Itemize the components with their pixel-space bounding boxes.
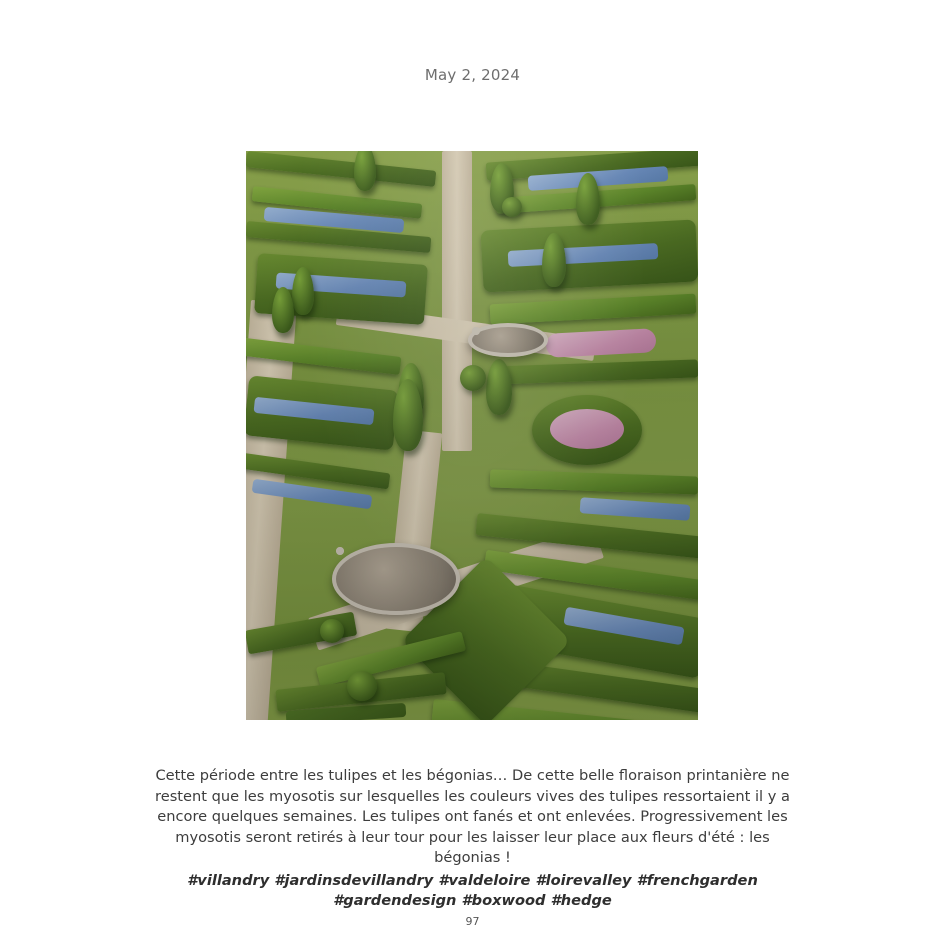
flower-bed-pink (550, 409, 624, 449)
caption-text: Cette période entre les tulipes et les bégonias… De cette belle floraison printanière ne restent que les myosotis sur lesquelles les couleurs vives des tulipes ressortaient il y a encore quelques semaines. Les tulipes ont fanés et ont enlevées. Progressivement les myosotis seront retirés à leur tour pour les laisser leur place aux fleurs d'été : les bégonias ! (155, 767, 790, 866)
path-main-vertical (442, 151, 472, 451)
post-caption (155, 766, 790, 912)
topiary-cone (354, 151, 376, 191)
photo-canvas (246, 151, 698, 720)
topiary-ball (502, 197, 522, 217)
stone-basin-upper (468, 323, 548, 357)
caption-hashtags: #villandry #jardinsdevillandry #valdeloire #loirevalley #frenchgarden #gardendesign #boxwood #hedge (187, 871, 758, 909)
stone-basin-lower (332, 543, 460, 615)
post-date: May 2, 2024 (424, 66, 521, 84)
topiary-ball (460, 365, 486, 391)
garden-photo (246, 151, 698, 720)
page-number: 97 (465, 915, 480, 928)
topiary-ball (320, 619, 344, 643)
topiary-ball (347, 671, 377, 701)
